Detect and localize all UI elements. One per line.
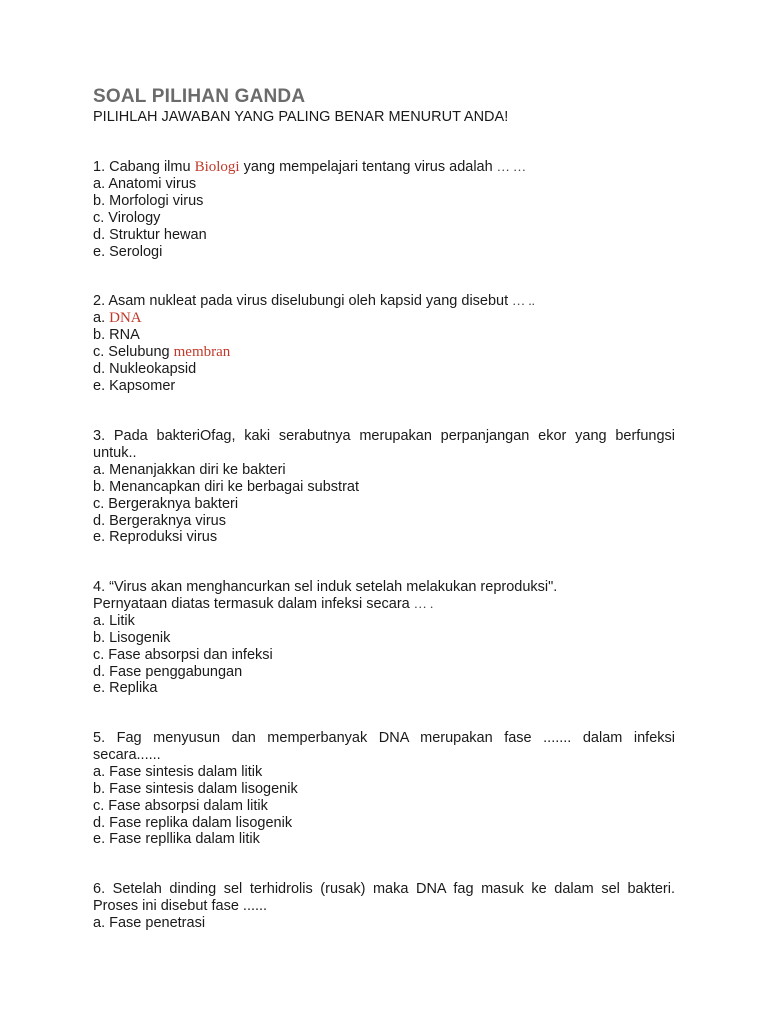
question-4-line-1: 4. “Virus akan menghancurkan sel induk setelah melakukan reproduksi". xyxy=(93,579,558,595)
biologi-link[interactable]: Biologi xyxy=(194,159,240,175)
page-title: SOAL PILIHAN GANDA xyxy=(93,86,306,107)
option-3e: e. Reproduksi virus xyxy=(93,529,218,546)
question-4-statement: Pernyataan diatas termasuk dalam infeksi secara xyxy=(93,595,414,612)
question-3 xyxy=(93,428,675,546)
option-2b: b. RNA xyxy=(93,326,140,343)
question-4 xyxy=(93,579,675,697)
question-3-line-2: untuk.. xyxy=(93,444,137,461)
question-5 xyxy=(93,730,675,848)
question-2 xyxy=(93,293,675,394)
dna-link[interactable]: DNA xyxy=(109,309,142,326)
option-5a: a. Fase sintesis dalam litik xyxy=(93,763,263,780)
question-6-line-1: 6. Setelah dinding sel terhidrolis (rusak) maka DNA fag masuk ke dalam sel bakteri. xyxy=(93,881,675,897)
option-2c xyxy=(93,344,675,361)
option-1d: d. Struktur hewan xyxy=(93,226,207,243)
question-6-line-2: Proses ini disebut fase ...... xyxy=(93,897,268,914)
option-5d: d. Fase replika dalam lisogenik xyxy=(93,814,293,831)
option-5c: c. Fase absorpsi dalam litik xyxy=(93,797,268,814)
option-1b: b. Morfologi virus xyxy=(93,192,204,209)
option-4b: b. Lisogenik xyxy=(93,629,171,646)
option-2d: d. Nukleokapsid xyxy=(93,360,197,377)
question-5-line-2: secara...... xyxy=(93,746,161,763)
question-3-line-1: 3. Pada bakteriOfag, kaki serabutnya merupakan perpanjangan ekor yang berfungsi xyxy=(93,428,675,444)
option-4a: a. Litik xyxy=(93,612,135,629)
option-6a: a. Fase penetrasi xyxy=(93,914,206,931)
question-4-line-2 xyxy=(93,596,675,613)
option-1a: a. Anatomi virus xyxy=(93,175,197,192)
option-2e: e. Kapsomer xyxy=(93,377,176,394)
question-2-dots: … .. xyxy=(512,293,535,308)
option-3b: b. Menancapkan diri ke berbagai substrat xyxy=(93,478,359,495)
question-2-body: 2. Asam nukleat pada virus diselubungi oleh kapsid yang disebut xyxy=(93,293,513,309)
option-5b: b. Fase sintesis dalam lisogenik xyxy=(93,780,298,797)
question-1 xyxy=(93,159,675,260)
question-1-dots: … … xyxy=(496,159,526,174)
option-3a: a. Menanjakkan diri ke bakteri xyxy=(93,461,286,478)
membran-link[interactable]: membran xyxy=(173,343,231,360)
option-2c-prefix: c. Selubung xyxy=(93,343,174,360)
question-4-dots: … . xyxy=(413,595,434,611)
question-1-text xyxy=(93,159,675,176)
option-1c: c. Virology xyxy=(93,209,161,226)
option-5e: e. Fase repllika dalam litik xyxy=(93,831,260,848)
option-4c: c. Fase absorpsi dan infeksi xyxy=(93,646,273,663)
question-1-prefix: 1. Cabang ilmu xyxy=(93,159,195,175)
option-1e: e. Serologi xyxy=(93,243,163,260)
page-subtitle: PILIHLAH JAWABAN YANG PALING BENAR MENURUT ANDA! xyxy=(93,109,509,125)
option-3c: c. Bergeraknya bakteri xyxy=(93,495,239,512)
option-2a xyxy=(93,310,675,327)
option-4e: e. Replika xyxy=(93,680,158,697)
question-5-line-1: 5. Fag menyusun dan memperbanyak DNA merupakan fase ....... dalam infeksi xyxy=(93,730,675,746)
question-1-suffix: yang mempelajari tentang virus adalah xyxy=(239,159,497,175)
question-2-text xyxy=(93,293,675,310)
option-3d: d. Bergeraknya virus xyxy=(93,512,226,529)
option-2a-prefix: a. xyxy=(93,309,110,326)
question-6 xyxy=(93,881,675,932)
option-4d: d. Fase penggabungan xyxy=(93,663,243,680)
